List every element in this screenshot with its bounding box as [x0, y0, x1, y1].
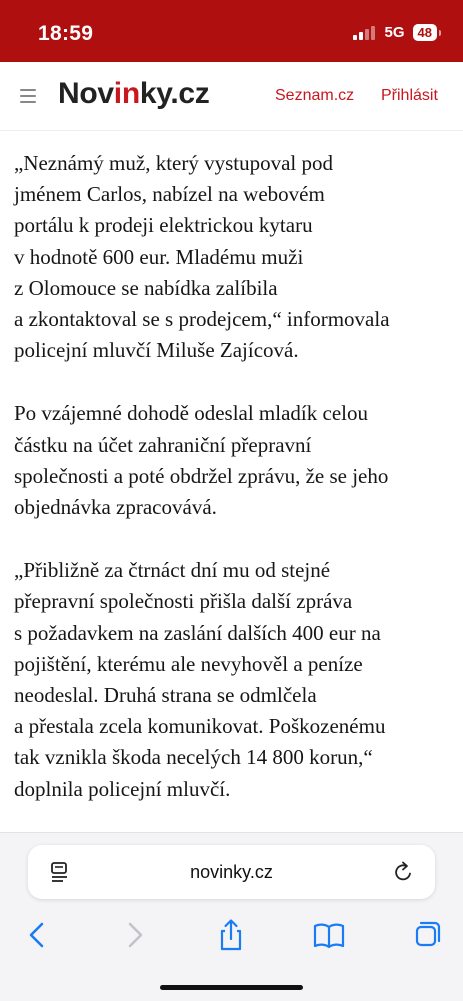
article-line: s požadavkem na zaslání dalších 400 eur na — [14, 620, 381, 645]
article-line: Po vzájemné dohodě odeslal mladík celou — [14, 401, 368, 426]
article-line: jménem Carlos, nabízel na webovém — [14, 182, 325, 207]
share-icon[interactable] — [213, 917, 249, 953]
article-line: v hodnotě 600 eur. Mladému muži — [14, 244, 304, 269]
article-line: tak vznikla škoda necelých 14 800 korun,“ — [14, 745, 373, 770]
article-line: doplnila policejní mluvčí. — [14, 776, 231, 801]
signal-icon — [353, 26, 375, 40]
battery-icon: 48 — [413, 24, 437, 41]
back-icon[interactable] — [20, 917, 56, 953]
forward-icon[interactable] — [116, 917, 152, 953]
logo-prefix: Nov — [58, 77, 114, 110]
status-time: 18:59 — [38, 22, 94, 45]
article-line: „Přibližně za čtrnáct dní mu od stejné — [14, 558, 331, 583]
article-line: pojištění, kterému ale nevyhověl a peníze — [14, 651, 363, 676]
article-paragraph — [14, 555, 454, 805]
browser-bottom-bar — [0, 832, 463, 1001]
reload-icon[interactable] — [393, 860, 415, 884]
login-link[interactable]: Přihlásit — [381, 87, 438, 104]
article-line: portálu k prodeji elektrickou kytaru — [14, 213, 313, 238]
article-line: a přestala zcela komunikovat. Poškozenému — [14, 714, 386, 739]
tabs-icon[interactable] — [408, 917, 444, 953]
home-indicator — [160, 985, 303, 990]
bookmarks-icon[interactable] — [311, 917, 347, 953]
article-paragraph — [14, 148, 454, 366]
site-logo[interactable] — [58, 77, 210, 111]
article-line: a zkontaktoval se s prodejcem,“ informovala — [14, 307, 390, 332]
article-paragraph — [14, 398, 454, 523]
article-line: přepravní společnosti přišla další zpráva — [14, 589, 353, 614]
hamburger-menu-icon[interactable] — [20, 89, 36, 107]
seznam-link[interactable]: Seznam.cz — [275, 87, 355, 104]
article-body — [14, 148, 454, 837]
browser-toolbar — [0, 917, 463, 957]
status-indicators — [353, 24, 437, 41]
status-bar — [0, 0, 463, 62]
article-line: společnosti a poté obdržel zprávu, že se jeho — [14, 463, 389, 488]
network-type: 5G — [384, 24, 405, 41]
article-line: objednávka zpracovává. — [14, 495, 217, 520]
article-line: neodeslal. Druhá strana se odmlčela — [14, 683, 317, 708]
article-line: z Olomouce se nabídka zalíbila — [14, 275, 278, 300]
article-line: policejní mluvčí Miluše Zajícová. — [14, 338, 299, 363]
address-bar[interactable] — [28, 845, 435, 899]
article-line: částku na účet zahraniční přepravní — [14, 432, 312, 457]
site-header — [0, 62, 463, 131]
article-line: „Neznámý muž, který vystupoval pod — [14, 151, 333, 175]
logo-accent: in — [113, 77, 140, 110]
logo-suffix: ky.cz — [139, 77, 210, 110]
url-text[interactable]: novinky.cz — [190, 862, 273, 882]
